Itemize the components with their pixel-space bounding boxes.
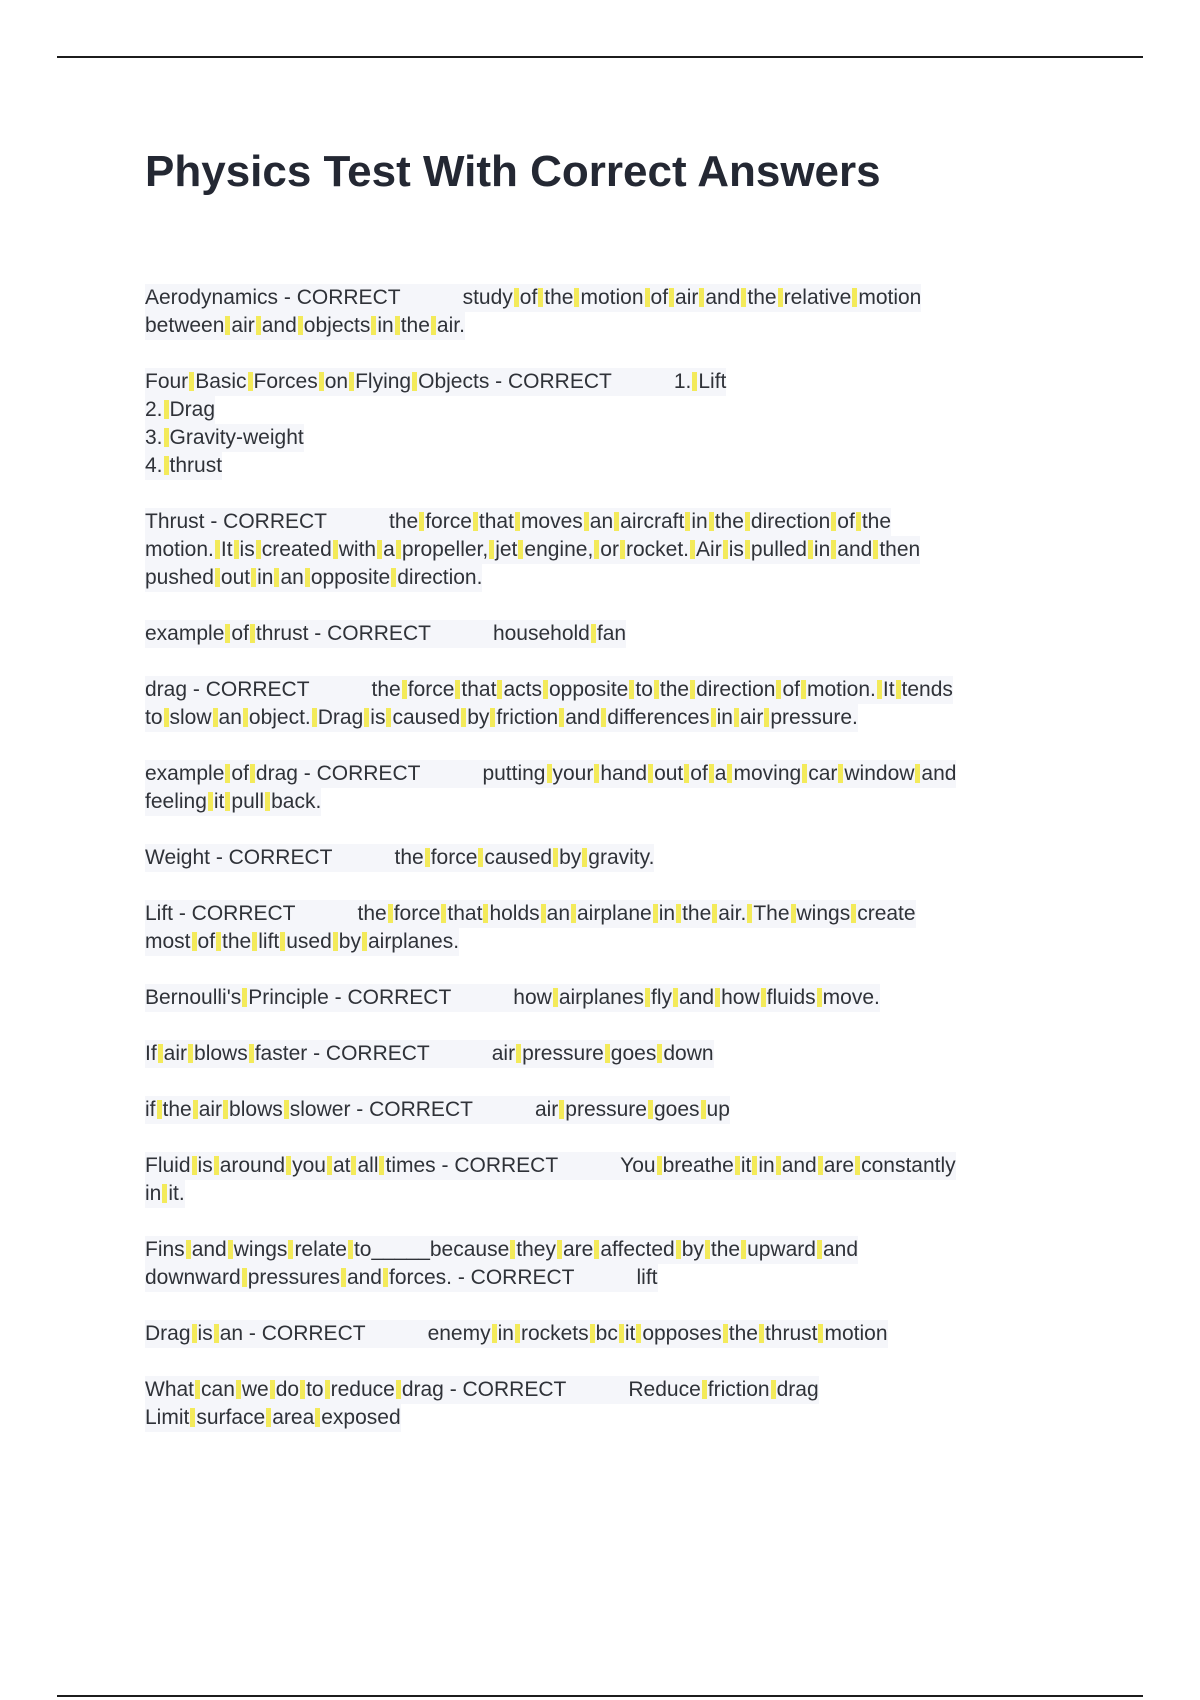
correct-separator: - CORRECT [443,1378,567,1401]
word-space-highlight [831,512,836,531]
word-space-highlight [701,1100,706,1119]
word-space-highlight [333,932,338,951]
qa-line [145,760,956,788]
word-space-highlight [741,288,746,307]
continuation-text: 2. Drag [145,398,216,421]
word-space-highlight [734,708,739,727]
word-space-highlight [473,512,478,531]
answer-text: You breathe it in and are constantly [620,1154,956,1177]
word-space-highlight [620,540,625,559]
word-space-highlight [228,1240,233,1259]
question-term: downward pressures and forces. [145,1266,453,1289]
word-space-highlight [776,1156,781,1175]
word-space-highlight [553,848,558,867]
word-space-highlight [364,708,369,727]
word-space-highlight [831,540,836,559]
word-space-highlight [818,1156,823,1175]
question-term: example of thrust [145,622,309,645]
continuation-text: 3. Gravity-weight [145,426,304,449]
continuation-text: 4. thrust [145,454,223,477]
word-space-highlight [515,512,520,531]
word-space-highlight [852,288,857,307]
qa-line [145,284,921,312]
correct-separator: - CORRECT [204,510,328,533]
word-space-highlight [657,1044,662,1063]
qa-item [145,284,1090,340]
word-space-highlight [543,680,548,699]
word-space-highlight [590,1324,595,1343]
word-space-highlight [553,988,558,1007]
qa-item [145,1236,1090,1292]
word-space-highlight [402,680,407,699]
word-space-highlight [723,1324,728,1343]
word-space-highlight [851,904,856,923]
qa-item [145,676,1090,732]
word-space-highlight [490,708,495,727]
word-space-highlight [236,1380,241,1399]
word-space-highlight [243,708,248,727]
word-space-highlight [856,512,861,531]
word-space-highlight [684,764,689,783]
word-space-highlight [164,708,169,727]
question-term: Bernoulli's Principle [145,986,329,1009]
word-space-highlight [256,316,261,335]
answer-text: study of the motion of air and the relative motion [462,286,922,309]
continuation-text: to slow an object. Drag is caused by friction and differences in air pressure. [145,706,858,729]
question-term: Aerodynamics [145,286,279,309]
word-space-highlight [601,708,606,727]
continuation-text: feeling it pull back. [145,790,322,813]
word-space-highlight [396,540,401,559]
word-space-highlight [441,904,446,923]
word-space-highlight [685,512,690,531]
word-space-highlight [584,512,589,531]
word-space-highlight [761,988,766,1007]
answer-text: lift [636,1266,658,1289]
word-space-highlight [386,708,391,727]
word-space-highlight [377,540,382,559]
word-space-highlight [333,540,338,559]
word-space-highlight [214,1324,219,1343]
qa-line [145,1404,401,1432]
qa-item [145,1376,1090,1432]
continuation-text: in it. [145,1182,185,1205]
word-space-highlight [741,1240,746,1259]
word-space-highlight [192,932,197,951]
word-space-highlight [431,316,436,335]
word-space-highlight [709,512,714,531]
word-space-highlight [300,1380,305,1399]
qa-line [145,1236,858,1264]
word-space-highlight [315,1408,320,1427]
qa-item [145,1040,1090,1068]
word-space-highlight [715,988,720,1007]
bottom-rule [57,1695,1143,1697]
word-space-highlight [371,316,376,335]
qa-item [145,1320,1090,1348]
word-space-highlight [582,848,587,867]
word-space-highlight [461,708,466,727]
word-space-highlight [855,1156,860,1175]
answer-text: Reduce friction drag [628,1378,819,1401]
word-space-highlight [265,792,270,811]
qa-line [145,396,215,424]
word-space-highlight [510,1240,515,1259]
word-space-highlight [250,624,255,643]
qa-item [145,984,1090,1012]
correct-separator: - CORRECT [243,1322,366,1345]
qa-line [145,1040,714,1068]
correct-separator: - CORRECT [173,902,296,925]
word-space-highlight [419,512,424,531]
word-space-highlight [896,680,901,699]
question-term: Fluid is around you at all times [145,1154,436,1177]
qa-line [145,424,304,452]
word-space-highlight [838,764,843,783]
word-space-highlight [747,904,752,923]
continuation-text: most of the lift used by airplanes. [145,930,460,953]
word-space-highlight [541,904,546,923]
word-space-highlight [319,372,324,391]
word-space-highlight [648,1100,653,1119]
word-space-highlight [395,316,400,335]
qa-line [145,368,726,396]
question-term: Drag is an [145,1322,244,1345]
word-space-highlight [877,680,882,699]
word-space-highlight [801,680,806,699]
answer-text: the force that holds an airplane in the air. The wings create [357,902,916,925]
word-space-highlight [709,764,714,783]
word-space-highlight [645,288,650,307]
word-space-highlight [250,764,255,783]
word-space-highlight [157,1100,162,1119]
qa-item [145,368,1090,480]
word-space-highlight [571,904,576,923]
word-space-highlight [225,624,230,643]
answer-text: air pressure goes down [491,1042,714,1065]
word-space-highlight [341,1268,346,1287]
word-space-highlight [280,932,285,951]
correct-separator: - CORRECT [278,286,401,309]
word-space-highlight [673,988,678,1007]
word-space-highlight [225,792,230,811]
qa-line [145,508,891,536]
word-space-highlight [312,708,317,727]
word-space-highlight [764,708,769,727]
qa-item [145,508,1090,592]
question-term: drag [145,678,188,701]
qa-line [145,788,321,816]
word-space-highlight [164,400,169,419]
word-space-highlight [158,1044,163,1063]
word-space-highlight [735,1156,740,1175]
word-space-highlight [702,1380,707,1399]
word-space-highlight [349,372,354,391]
word-space-highlight [745,540,750,559]
word-space-highlight [653,904,658,923]
word-space-highlight [483,904,488,923]
word-space-highlight [818,1324,823,1343]
correct-separator: - CORRECT [328,986,452,1009]
correct-separator: - CORRECT [209,846,333,869]
word-space-highlight [654,680,659,699]
correct-separator: - CORRECT [350,1098,473,1121]
word-space-highlight [745,512,750,531]
word-space-highlight [396,1380,401,1399]
word-space-highlight [514,288,519,307]
correct-separator: - CORRECT [452,1266,575,1289]
correct-separator: - CORRECT [489,370,612,393]
qa-line [145,900,916,928]
word-space-highlight [802,764,807,783]
qa-item [145,844,1090,872]
word-space-highlight [594,764,599,783]
word-space-highlight [195,1380,200,1399]
word-space-highlight [186,1240,191,1259]
question-term: Lift [145,902,174,925]
word-space-highlight [645,988,650,1007]
word-space-highlight [193,1100,198,1119]
word-space-highlight [648,764,653,783]
word-space-highlight [557,1240,562,1259]
word-space-highlight [817,988,822,1007]
correct-separator: - CORRECT [187,678,310,701]
qa-line [145,1376,819,1404]
word-space-highlight [256,540,261,559]
word-space-highlight [657,1156,662,1175]
word-space-highlight [391,568,396,587]
qa-line [145,452,222,480]
word-space-highlight [594,540,599,559]
question-term: Four Basic Forces on Flying Objects [145,370,490,393]
word-space-highlight [248,372,253,391]
word-space-highlight [636,1324,641,1343]
top-rule [57,56,1143,58]
word-space-highlight [190,1408,195,1427]
answer-text: the force that acts opposite to the direction of motion. It tends [371,678,953,701]
word-space-highlight [325,1380,330,1399]
word-space-highlight [215,540,220,559]
word-space-highlight [692,372,697,391]
qa-line [145,844,654,872]
word-space-highlight [711,708,716,727]
qa-line [145,1152,956,1180]
word-space-highlight [516,1044,521,1063]
word-space-highlight [690,540,695,559]
word-space-highlight [252,932,257,951]
answer-text: the force caused by gravity. [394,846,655,869]
qa-line [145,620,626,648]
word-space-highlight [162,1184,167,1203]
word-space-highlight [705,1240,710,1259]
answer-text: putting your hand out of a moving car window and [482,762,957,785]
word-space-highlight [189,372,194,391]
word-space-highlight [225,764,230,783]
word-space-highlight [808,540,813,559]
question-term: example of drag [145,762,298,785]
word-space-highlight [518,540,523,559]
word-space-highlight [669,288,674,307]
word-space-highlight [362,932,367,951]
word-space-highlight [412,372,417,391]
word-space-highlight [327,1156,332,1175]
word-space-highlight [192,1156,197,1175]
word-space-highlight [242,988,247,1007]
qa-line [145,536,920,564]
word-space-highlight [629,680,634,699]
word-space-highlight [614,512,619,531]
qa-item [145,900,1090,956]
question-term: Thrust [145,510,205,533]
question-answer-list [145,284,1090,1460]
qa-line [145,704,858,732]
word-space-highlight [266,1408,271,1427]
word-space-highlight [164,456,169,475]
word-space-highlight [383,1268,388,1287]
word-space-highlight [284,1100,289,1119]
word-space-highlight [492,1324,497,1343]
word-space-highlight [286,1156,291,1175]
word-space-highlight [234,540,239,559]
word-space-highlight [305,568,310,587]
word-space-highlight [723,540,728,559]
word-space-highlight [351,1156,356,1175]
word-space-highlight [388,904,393,923]
word-space-highlight [164,428,169,447]
word-space-highlight [873,540,878,559]
word-space-highlight [619,1324,624,1343]
correct-separator: - CORRECT [297,762,421,785]
correct-separator: - CORRECT [307,1042,430,1065]
continuation-text: between air and objects in the air. [145,314,465,337]
word-space-highlight [712,904,717,923]
correct-separator: - CORRECT [435,1154,559,1177]
answer-text: the force that moves an aircraft in the direction of the [389,510,892,533]
word-space-highlight [515,1324,520,1343]
qa-item [145,1096,1090,1124]
word-space-highlight [214,1156,219,1175]
answer-text: 1. Lift [673,370,727,393]
document-title: Physics Test With Correct Answers [145,147,881,196]
qa-item [145,620,1090,648]
word-space-highlight [348,1240,353,1259]
word-space-highlight [591,624,596,643]
continuation-text: Fins and wings relate to_____because they are affected by the upward and [145,1238,859,1261]
word-space-highlight [538,288,543,307]
word-space-highlight [188,1044,193,1063]
qa-line [145,1180,185,1208]
word-space-highlight [208,792,213,811]
qa-line [145,1096,730,1124]
qa-line [145,312,465,340]
word-space-highlight [298,316,303,335]
word-space-highlight [699,288,704,307]
answer-text: household fan [492,622,627,645]
word-space-highlight [455,680,460,699]
qa-line [145,1264,658,1292]
word-space-highlight [791,904,796,923]
word-space-highlight [225,316,230,335]
word-space-highlight [676,904,681,923]
word-space-highlight [213,708,218,727]
word-space-highlight [915,764,920,783]
qa-line [145,984,880,1012]
word-space-highlight [379,1156,384,1175]
word-space-highlight [752,1156,757,1175]
correct-separator: - CORRECT [308,622,431,645]
answer-text: enemy in rockets bc it opposes the thrust motion [427,1322,888,1345]
word-space-highlight [574,288,579,307]
word-space-highlight [759,1324,764,1343]
continuation-text: motion. It is created with a propeller, jet engine, or rocket. Air is pulled in and then [145,538,921,561]
qa-item [145,760,1090,816]
question-term: What can we do to reduce drag [145,1378,444,1401]
qa-line [145,564,482,592]
word-space-highlight [778,288,783,307]
word-space-highlight [215,568,220,587]
word-space-highlight [478,848,483,867]
qa-line [145,676,953,704]
word-space-highlight [594,1240,599,1259]
word-space-highlight [690,680,695,699]
word-space-highlight [547,764,552,783]
word-space-highlight [497,680,502,699]
qa-item [145,1152,1090,1208]
word-space-highlight [242,1268,247,1287]
continuation-text: Limit surface area exposed [145,1406,401,1429]
word-space-highlight [817,1240,822,1259]
answer-text: how airplanes fly and how fluids move. [513,986,880,1009]
word-space-highlight [776,680,781,699]
qa-line [145,1320,888,1348]
question-term: Weight [145,846,210,869]
word-space-highlight [270,1380,275,1399]
answer-text: air pressure goes up [534,1098,730,1121]
word-space-highlight [771,1380,776,1399]
word-space-highlight [288,1240,293,1259]
word-space-highlight [192,1324,197,1343]
word-space-highlight [605,1044,610,1063]
word-space-highlight [559,708,564,727]
question-term: if the air blows slower [145,1098,351,1121]
word-space-highlight [249,1044,254,1063]
continuation-text: pushed out in an opposite direction. [145,566,483,589]
question-term: If air blows faster [145,1042,308,1065]
word-space-highlight [559,1100,564,1119]
word-space-highlight [251,568,256,587]
word-space-highlight [274,568,279,587]
qa-line [145,928,459,956]
word-space-highlight [676,1240,681,1259]
word-space-highlight [223,1100,228,1119]
word-space-highlight [216,932,221,951]
word-space-highlight [425,848,430,867]
word-space-highlight [489,540,494,559]
word-space-highlight [727,764,732,783]
